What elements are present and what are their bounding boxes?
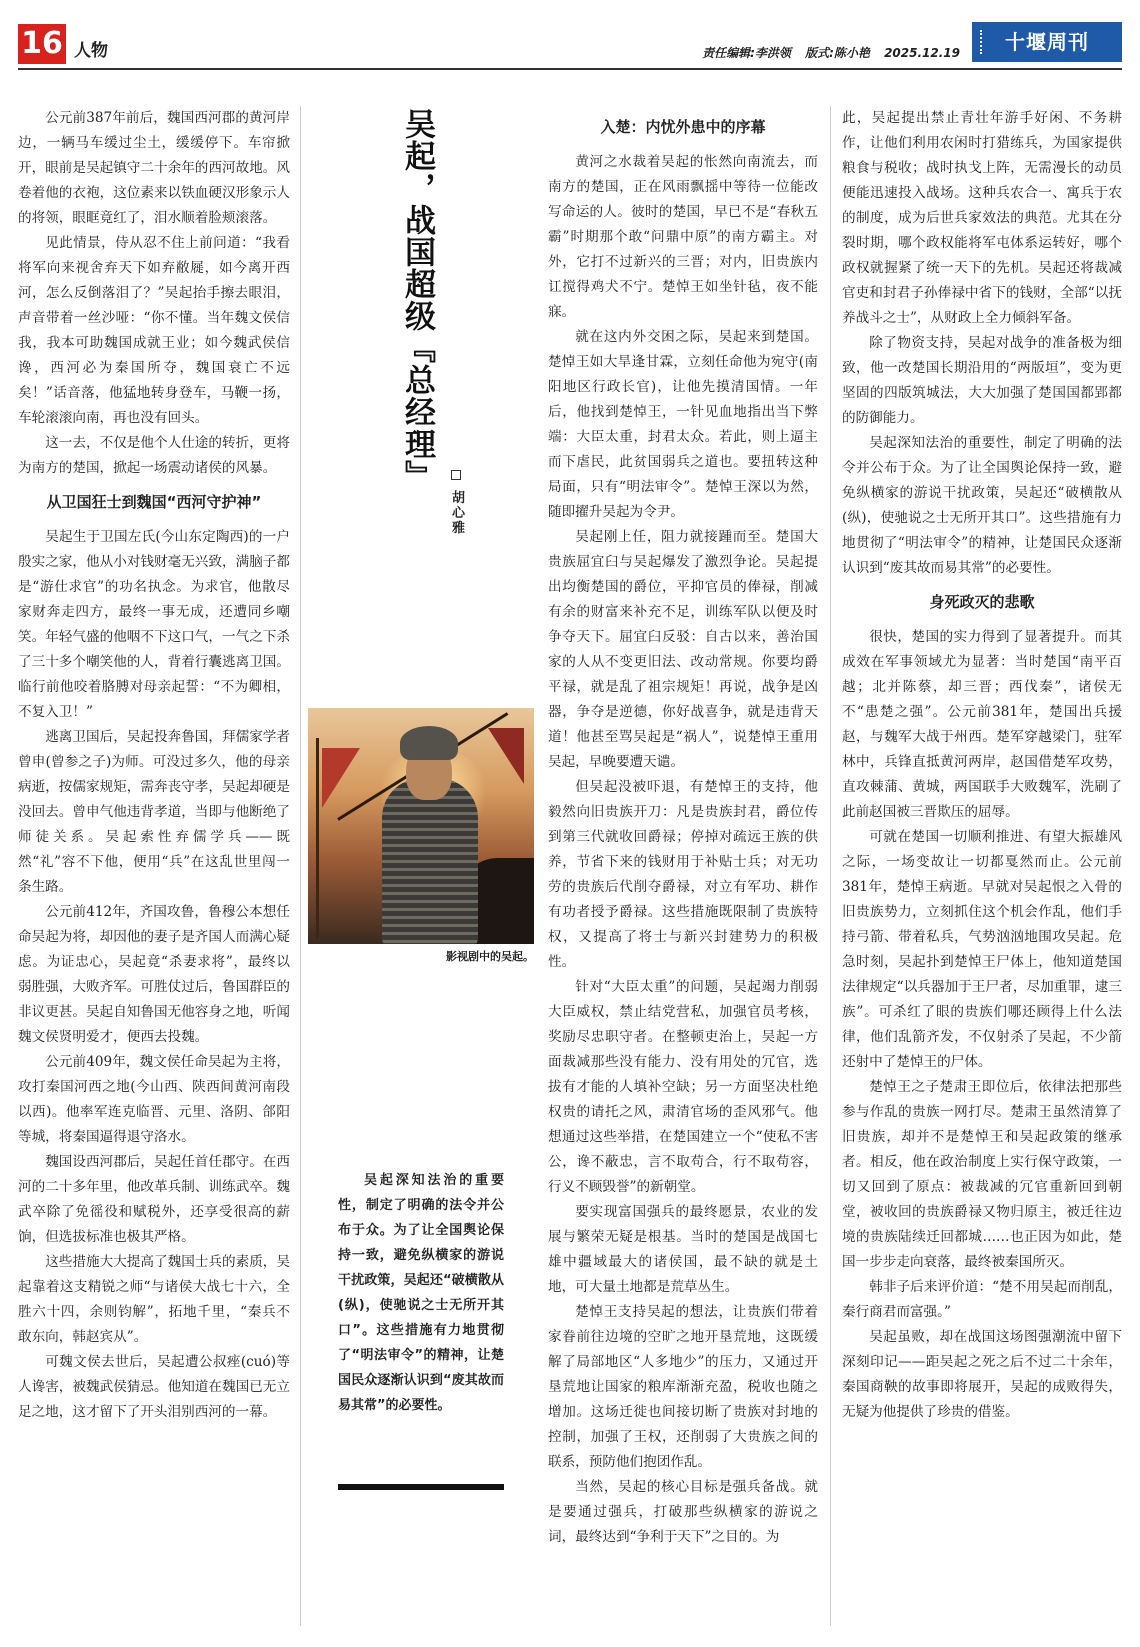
- paragraph: 吴起虽败，却在战国这场图强潮流中留下深刻印记——距吴起之死之后不过二十余年，秦国商鞅的故事即将展开，吴起的成败得失，无疑为他提供了珍贵的借鉴。: [842, 1329, 1122, 1420]
- paragraph: 见此情景，侍从忍不住上前问道：“我看将军向来视舍弃天下如弃敝屣，如今离开西河，怎么反倒落泪了？”吴起抬手擦去眼泪，声音带着一丝沙哑：“你不懂。当年魏文侯信我，我本可助魏国成就王业；如今魏武侯信谗，西河必为秦国所夺，魏国衰亡不远矣！”话音落，他猛地转身登车，马鞭一扬，车轮滚滚向南，再也没有回头。: [18, 235, 290, 426]
- article-column-1: [18, 106, 290, 1425]
- paragraph: 魏国设西河郡后，吴起任首任郡守。在西河的二十多年里，他改革兵制、训练武卒。魏武卒除了免徭役和赋税外，还享受很高的薪饷，但选拔标准也极其严格。: [18, 1154, 290, 1245]
- paragraph: 公元前412年，齐国攻鲁，鲁穆公本想任命吴起为将，却因他的妻子是齐国人而满心疑虑。为证忠心，吴起竟“杀妻求将”，最终以弱胜强，大败齐军。可胜仗过后，鲁国群臣的非议更甚。吴起自知鲁国无他容身之地，听闻魏文侯贤明爱才，便西去投魏。: [18, 904, 290, 1045]
- paragraph: 吴起深知法治的重要性，制定了明确的法令并公布于众。为了让全国舆论保持一致，避免纵横家的游说干扰政策，吴起还“破横散从(纵)，使驰说之士无所开其口”。这些措施有力地贯彻了“明法审令”的精神，让楚国民众逐渐认识到“废其故而易其常”的必要性。: [842, 435, 1122, 576]
- article-column-4: [842, 106, 1122, 1425]
- paragraph: 公元前387年前后，魏国西河郡的黄河岸边，一辆马车缓过尘土，缓缓停下。车帘掀开，眼前是吴起镇守二十余年的西河故地。风卷着他的衣袍，这位素来以铁血硬汉形象示人的将领，眼眶竟红了，泪水顺着脸颊滚落。: [18, 110, 290, 226]
- article-column-3: [548, 106, 818, 1550]
- pull-quote-bar: [338, 1484, 504, 1490]
- article-photo: [308, 708, 534, 944]
- subheading: 入楚：内忧外患中的序幕: [600, 118, 766, 136]
- subheading: 身死政灭的悲歌: [929, 593, 1035, 611]
- section-name: 人物: [74, 41, 108, 61]
- layout-designer: 版式:陈小艳: [805, 46, 870, 60]
- paragraph: 除了物资支持，吴起对战争的准备极为细致，他一改楚国长期沿用的“两版垣”，变为更坚固的四版筑城法，大大加强了楚国国都郢都的防御能力。: [842, 335, 1122, 426]
- header-rule: [18, 68, 1122, 70]
- paragraph: 针对“大臣太重”的问题，吴起竭力削弱大臣威权，禁止结党营私，加强官员考核，奖励尽忠职守者。在整顿吏治上，吴起一方面裁减那些没有能力、没有用处的冗官，选拔有才能的人填补空缺；另一方面坚决杜绝权贵的请托之风，肃清官场的歪风邪气。他想通过这些举措，在楚国建立一个“使私不害公，谗不蔽忠，言不取苟合，行不取苟容，行义不顾毁誉”的新朝堂。: [548, 979, 818, 1195]
- page-header: [18, 22, 1122, 68]
- photo-caption: 影视剧中的吴起。: [446, 950, 534, 963]
- paragraph: 此，吴起提出禁止青壮年游手好闲、不务耕作，让他们利用农闲时打猎练兵，为国家提供粮食与税收；战时执戈上阵，无需漫长的动员便能迅速投入战场。这种兵农合一、寓兵于农的制度，成为后世兵家效法的典范。尤其在分裂时期，哪个政权能将军屯体系运转好，哪个政权就握紧了统一天下的先机。吴起还将裁减官吏和封君子孙俸禄中省下的钱财，全部“以抚养战斗之士”，从财政上全力倾斜军备。: [842, 110, 1122, 326]
- editor-credits: [692, 44, 960, 61]
- paragraph: 很快，楚国的实力得到了显著提升。而其成效在军事领域尤为显著：当时楚国“南平百越；北并陈蔡，却三晋；西伐秦”，诸侯无不“患楚之强”。公元前381年，楚国出兵援赵，与魏军大战于州西。楚军穿越梁门，驻军林中，兵锋直抵黄河两岸，赵国借楚军攻势，直攻棘蒲、黄城，两国联手大败魏军，洗刷了此前赵国被三晋欺压的屈辱。: [842, 629, 1122, 820]
- byline-box-icon: [451, 470, 461, 480]
- paragraph: 吴起刚上任，阻力就接踵而至。楚国大贵族屈宜臼与吴起爆发了激烈争论。吴起提出均衡楚国的爵位，平抑官员的俸禄，削减有余的财富来补充不足，训练军队以便及时争夺天下。屈宜臼反驳：自古以来，善治国家的人从不变更旧法、改动常规。你要均爵平禄，就是乱了祖宗规矩！再说，战争是凶器，争夺是逆德，你好战喜争，就是违背天道！他甚至骂吴起是“祸人”，说楚悼王重用吴起，早晚要遭天谴。: [548, 529, 818, 770]
- author-name: 胡心雅: [449, 490, 464, 536]
- red-banner: [488, 728, 524, 784]
- column-divider: [830, 106, 831, 1626]
- paragraph: 韩非子后来评价道：“楚不用吴起而削乱，秦行商君而富强。”: [842, 1279, 1122, 1320]
- column-divider: [300, 106, 301, 1626]
- paragraph: 就在这内外交困之际，吴起来到楚国。楚悼王如大旱逢甘霖，立刻任命他为宛守(南阳地区行政长官)，让他先摸清国情。一年后，他找到楚悼王，一针见血地指出当下弊端：大臣太重，封君太众。若此，则上逼主而下虐民，此贫国弱兵之道也。要扭转这种局面，只有“明法审令”。楚悼王深以为然，随即擢升吴起为令尹。: [548, 329, 818, 520]
- article-title: 吴起，战国超级『总经理』: [399, 108, 435, 492]
- flag-pole: [316, 738, 319, 938]
- paragraph: 当然，吴起的核心目标是强兵备战。就是要通过强兵，打破那些纵横家的游说之词，最终达到“争利于天下”之目的。为: [548, 1479, 818, 1545]
- paragraph: 可魏文侯去世后，吴起遭公叔痤(cuó)等人谗害，被魏武侯猜忌。他知道在魏国已无立足之地，这才留下了开头泪别西河的一幕。: [18, 1354, 290, 1420]
- pull-quote-text: 吴起深知法治的重要性，制定了明确的法令并公布于众。为了让全国舆论保持一致，避免纵横家的游说干扰政策，吴起还“破横散从(纵)，使驰说之士无所开其口”。这些措施有力地贯彻了“明法审令”的精神，让楚国民众逐渐认识到“废其故而易其常”的必要性。: [338, 1173, 504, 1413]
- paragraph: 吴起生于卫国左氏(今山东定陶西)的一户殷实之家，他从小对钱财毫无兴致，满脑子都是“游仕求官”的功名执念。为求官，他散尽家财奔走四方，最终一事无成，还遭同乡嘲笑。年轻气盛的他咽不下这口气，一气之下杀了三十多个嘲笑他的人，背着行囊逃离卫国。临行前他咬着胳膊对母亲起誓：“不为卿相，不复入卫！”: [18, 529, 290, 720]
- paragraph: 公元前409年，魏文侯任命吴起为主将，攻打秦国河西之地(今山西、陕西间黄河南段以西)。他率军连克临晋、元里、洛阴、郃阳等城，将秦国逼得退守洛水。: [18, 1054, 290, 1145]
- paragraph: 楚悼王支持吴起的想法，让贵族们带着家眷前往边境的空旷之地开垦荒地，这既缓解了局部地区“人多地少”的压力，又通过开垦荒地让国家的粮库渐渐充盈，税收也随之增加。这场迁徙也间接切断了贵族对封地的控制，加强了王权，还削弱了大贵族之间的联系，预防他们抱团作乱。: [548, 1304, 818, 1470]
- issue-date: 2025.12.19: [884, 46, 960, 60]
- paragraph: 黄河之水裁着吴起的怅然向南流去，而南方的楚国，正在风雨飘摇中等待一位能改写命运的人。彼时的楚国，早已不是“春秋五霸”时期那个敢“问鼎中原”的南方霸主。对外，它打不过新兴的三晋；对内，旧贵族内讧搅得鸡犬不宁。楚悼王如坐针毡，夜不能寐。: [548, 154, 818, 320]
- paragraph: 但吴起没被吓退，有楚悼王的支持，他毅然向旧贵族开刀：凡是贵族封君，爵位传到第三代就收回爵禄；停掉对疏远王族的供养，节省下来的钱财用于补贴士兵；对无功劳的贵族后代削夺爵禄，对立有军功、耕作有功者授予爵禄。这些措施既限制了贵族特权，又提高了将士与新兴封建势力的积极性。: [548, 779, 818, 970]
- paragraph: 逃离卫国后，吴起投奔鲁国，拜儒家学者曾申(曾参之子)为师。可没过多久，他的母亲病逝，按儒家规矩，需奔丧守孝，吴起却硬是没回去。曾申气他违背孝道，当即与他断绝了师徒关系。吴起索性弃儒学兵——既然“礼”容不下他，便用“兵”在这乱世里闯一条生路。: [18, 729, 290, 895]
- paragraph: 楚悼王之子楚肃王即位后，依律法把那些参与作乱的贵族一网打尽。楚肃王虽然清算了旧贵族，却并不是楚悼王和吴起政策的继承者。相反，他在政治制度上实行保守政策，一切又回到了原点：被裁减的冗官重新回到朝堂，被收回的贵族爵禄又物归原主，被迁往边境的贵族陆续迁回都城……也正因为如此，楚国一步步走向衰落，最终被秦国所灭。: [842, 1079, 1122, 1270]
- masthead-logo: 十堰周刊: [972, 22, 1122, 62]
- warrior-helmet: [400, 726, 458, 760]
- pull-quote: [338, 1168, 504, 1418]
- subheading: 从卫国狂士到魏国“西河守护神”: [46, 493, 262, 511]
- paragraph: 这些措施大大提高了魏国士兵的素质，吴起靠着这支精锐之师“与诸侯大战七十六，全胜六十四，余则钧解”，拓地千里，“秦兵不敢东向，韩赵宾从”。: [18, 1254, 290, 1345]
- paragraph: 这一去，不仅是他个人仕途的转折，更将为南方的楚国，掀起一场震动诸侯的风暴。: [18, 435, 290, 476]
- paragraph: 可就在楚国一切顺利推进、有望大振雄风之际，一场变故让一切都戛然而止。公元前381年，楚悼王病逝。早就对吴起恨之入骨的旧贵族势力，立刻抓住这个机会作乱，他们手持弓箭、带着私兵，气势汹汹地围攻吴起。危急时刻，吴起扑到楚悼王尸体上，他知道楚国法律规定“以兵器加于王尸者，尽加重罪，逮三族”。可杀红了眼的贵族们哪还顾得上什么法律，他们乱箭齐发，不仅射杀了吴起，不少箭还射中了楚悼王的尸体。: [842, 829, 1122, 1070]
- page-number: 16: [18, 24, 66, 64]
- red-banner: [322, 748, 360, 808]
- warrior-armor: [382, 778, 478, 944]
- author-byline: [448, 470, 464, 536]
- paragraph: 要实现富国强兵的最终愿景，农业的发展与繁荣无疑是根基。当时的楚国是战国七雄中疆域最大的诸侯国，最不缺的就是土地，可大量土地都是荒草丛生。: [548, 1204, 818, 1295]
- editor: 责任编辑:李洪领: [702, 46, 791, 60]
